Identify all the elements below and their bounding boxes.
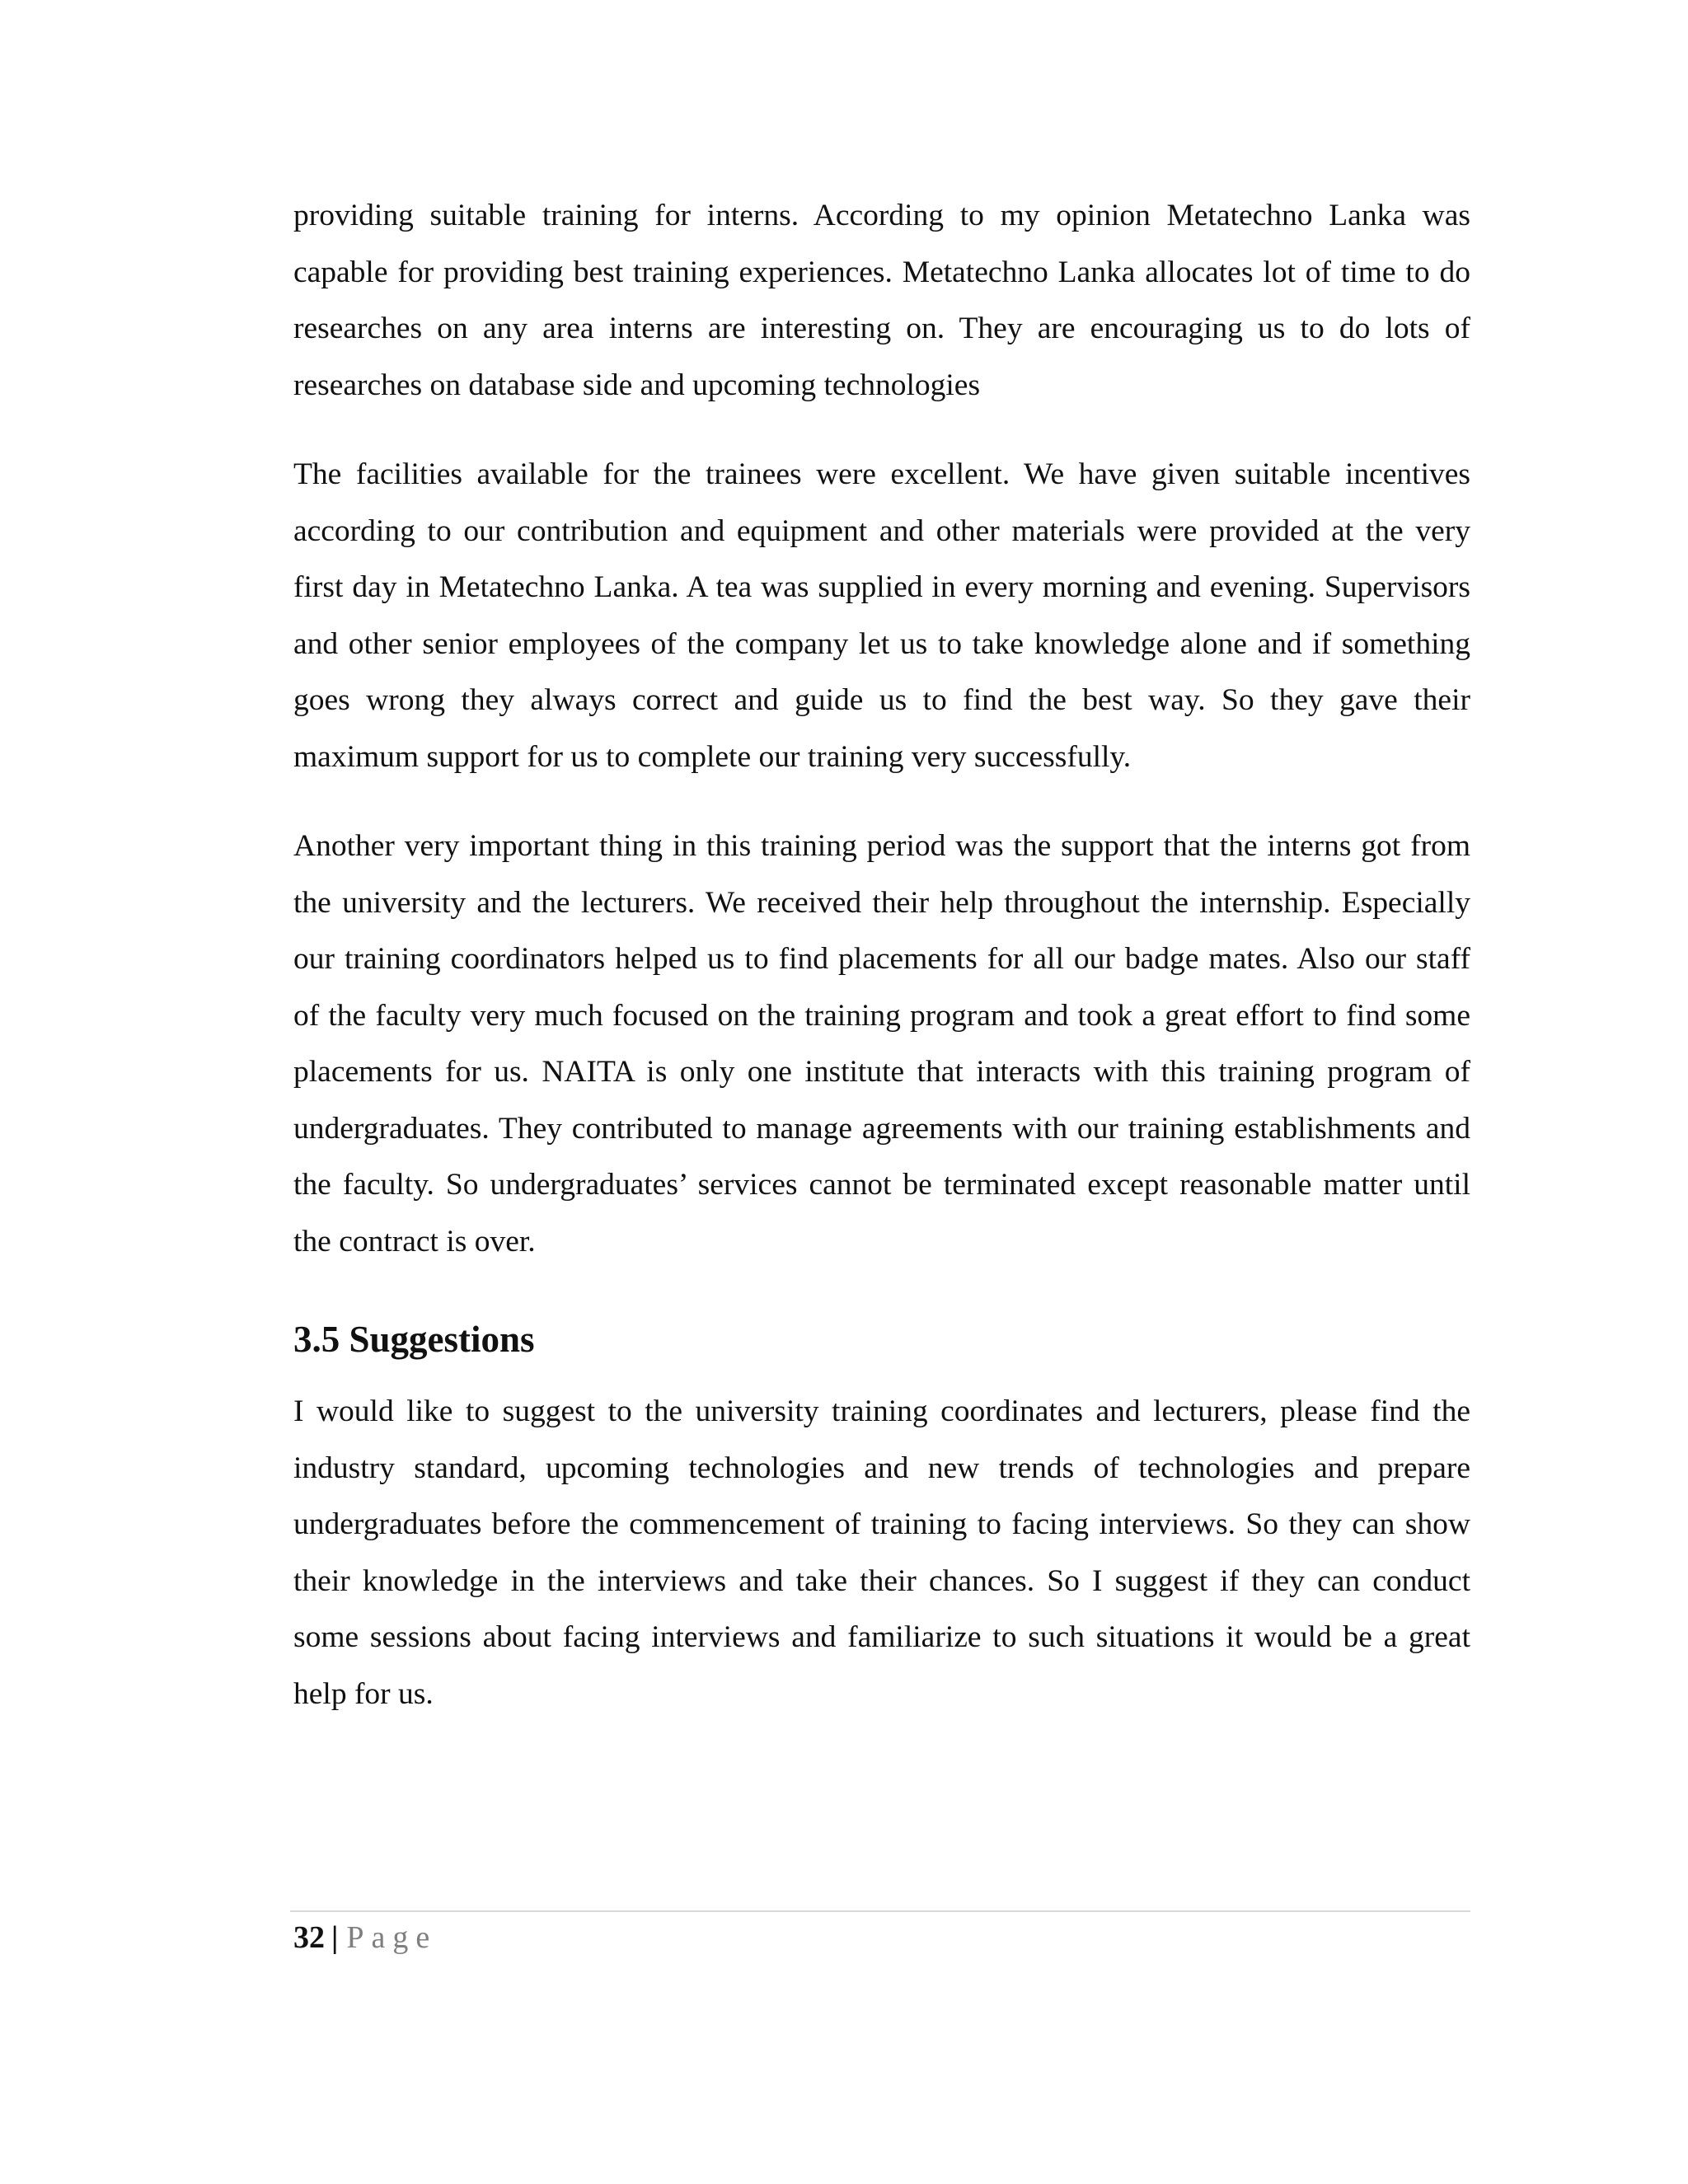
body-paragraph-2: The facilities available for the trainees were excellent. We have given suitable incentives according to our contribution and equipment and other materials were provided at the very first day in Metatechno Lanka. A tea was supplied in every morning and evening. Supervisors and other senior employees of the company let us to take knowledge alone and if something goes wrong they always correct and guide us to find the best way. So they gave their maximum support for us to complete our training very successfully. — [293, 457, 1470, 774]
page-label: Page — [346, 1920, 438, 1955]
page-number: 32 — [293, 1920, 325, 1955]
footer-separator: | — [331, 1920, 339, 1955]
body-paragraph-1: providing suitable training for interns. According to my opinion Metatechno Lanka was capable for providing best training experiences. Metatechno Lanka allocates lot of time to do researches on any area interns are interesting on. They are encouraging us to do lots of researches on database side and upcoming technologies — [293, 199, 1470, 402]
suggestions-paragraph: I would like to suggest to the university training coordinates and lecturers, please find the industry standard, upcoming technologies and new trends of technologies and prepare undergraduates before the commencement of training to facing interviews. So they can show their knowledge in the interviews and take their chances. So I suggest if they can conduct some sessions about facing interviews and familiarize to such situations it would be a great help for us. — [293, 1394, 1470, 1711]
page-footer — [293, 1917, 437, 1958]
footer-divider — [290, 1910, 1470, 1912]
page-body — [293, 188, 1470, 1755]
section-heading: 3.5 Suggestions — [293, 1319, 535, 1360]
body-paragraph-3: Another very important thing in this training period was the support that the interns got from the university and the lecturers. We received their help throughout the internship. Especially our training coordinators helped us to find placements for all our badge mates. Also our staff of the faculty very much focused on the training program and took a great effort to find some placements for us. NAITA is only one institute that interacts with this training program of undergraduates. They contributed to manage agreements with our training establishments and the faculty. So undergraduates’ services cannot be terminated except reasonable matter until the contract is over. — [293, 829, 1470, 1258]
